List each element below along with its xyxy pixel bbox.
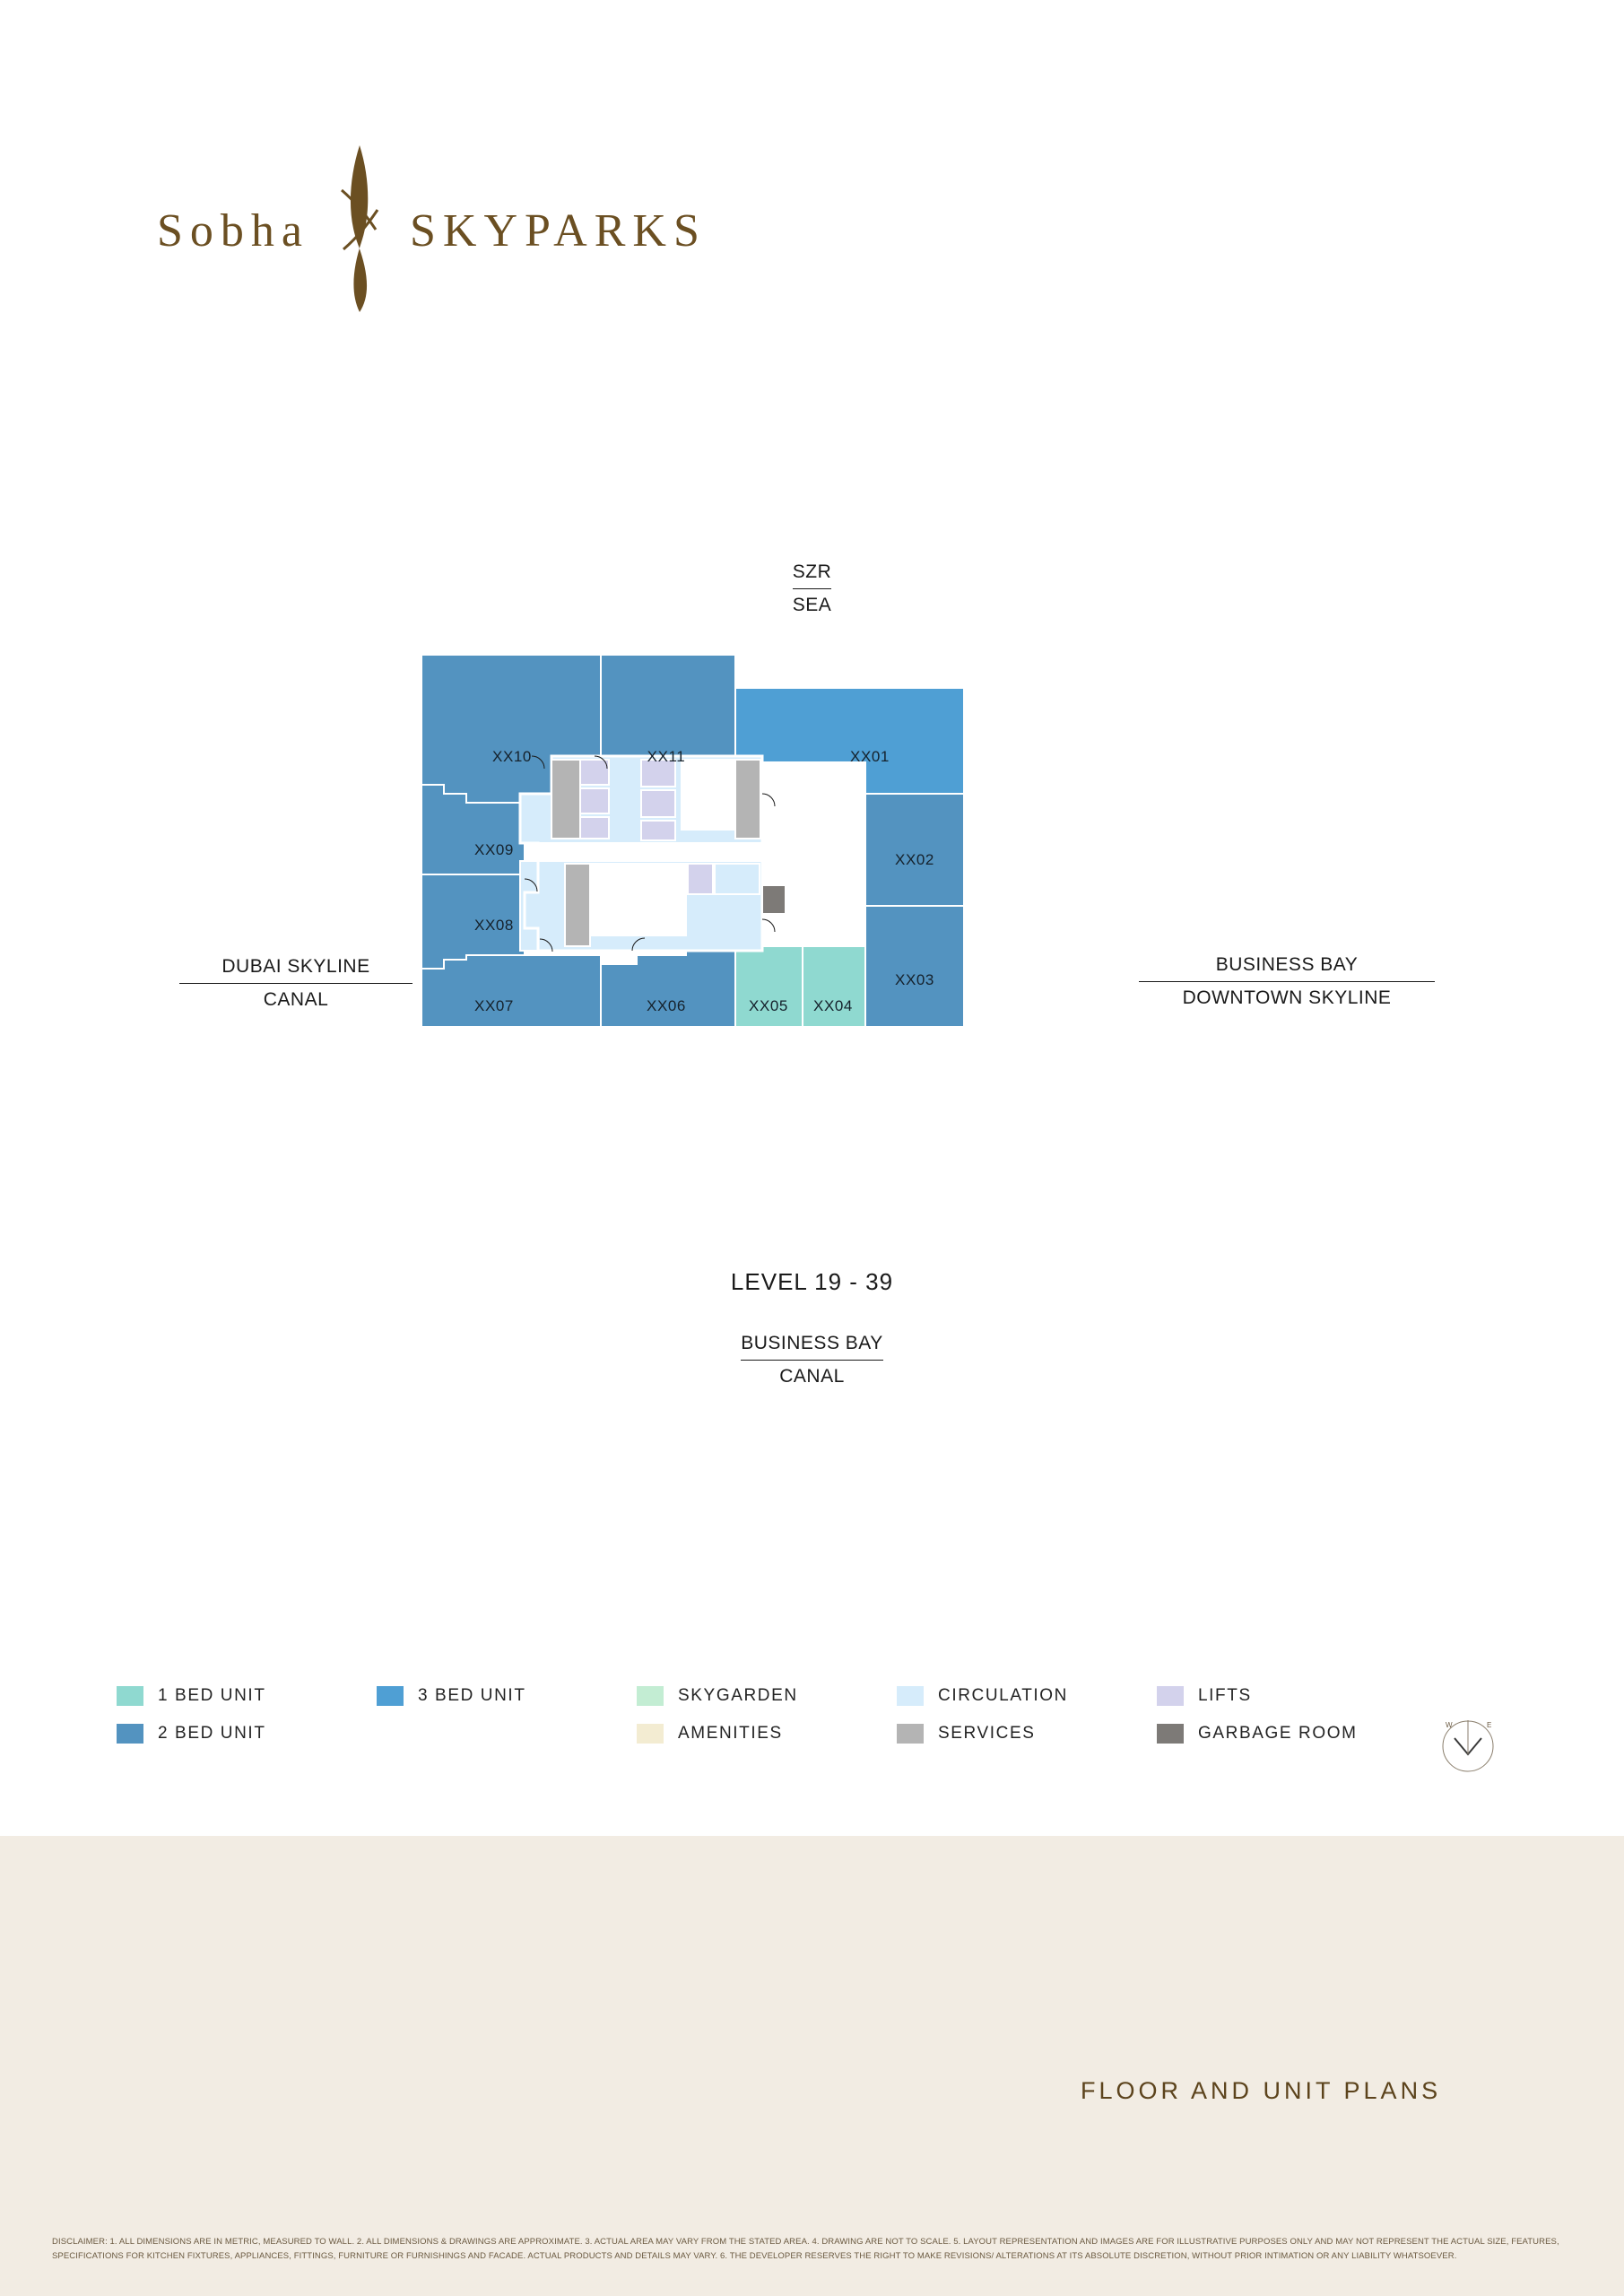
footer-band [0, 1836, 1624, 2296]
unit-label-XX06: XX06 [647, 997, 686, 1014]
unit-label-XX09: XX09 [474, 841, 514, 858]
door-arc-3 [762, 794, 775, 806]
services-block-upper-left [551, 760, 580, 839]
legend-item-garbage-room [1157, 1724, 1417, 1744]
legend-swatch-services [897, 1724, 924, 1744]
unit-shape-XX04 [803, 946, 865, 1027]
unit-shape-XX01 [735, 688, 964, 794]
legend-swatch-lifts [1157, 1686, 1184, 1706]
legend-swatch-3-bed [377, 1686, 404, 1706]
unit-label-XX07: XX07 [474, 997, 514, 1014]
legend-label-garbage-room: GARBAGE ROOM [1198, 1724, 1358, 1743]
legend-item-1-bed [117, 1686, 377, 1706]
legend-label-3-bed: 3 BED UNIT [418, 1686, 526, 1705]
footer-title: FLOOR AND UNIT PLANS [1081, 2077, 1442, 2104]
legend-swatch-garbage-room [1157, 1724, 1184, 1744]
legend-label-2-bed: 2 BED UNIT [158, 1724, 266, 1743]
floor-plan-drawing [417, 650, 1125, 1233]
legend-item-amenities [637, 1724, 897, 1744]
level-title: LEVEL 19 - 39 [730, 1268, 894, 1295]
lift-upper-right-3 [641, 821, 675, 840]
brand-logo [157, 144, 707, 318]
legend-item-services [897, 1724, 1157, 1744]
door-arc-4 [762, 919, 775, 932]
legend-label-amenities: AMENITIES [678, 1724, 783, 1743]
unit-label-XX05: XX05 [749, 997, 788, 1014]
lift-upper-left-2 [580, 788, 609, 813]
unit-shape-XX07 [421, 955, 601, 1027]
orientation-top-line2: SEA [792, 595, 832, 615]
brand-mark-icon [334, 144, 385, 318]
lift-upper-right-2 [641, 790, 675, 817]
orientation-left-line1: DUBAI SKYLINE [179, 951, 413, 984]
legend-label-1-bed: 1 BED UNIT [158, 1686, 266, 1705]
lift-lower-1 [688, 864, 713, 894]
unit-label-XX02: XX02 [895, 851, 934, 868]
disclaimer-text: DISCLAIMER: 1. ALL DIMENSIONS ARE IN METRIC, MEASURED TO WALL. 2. ALL DIMENSIONS & DRAWINGS ARE APPROXIMATE. 3. ACTUAL AREA MAY VARY FROM THE STATED AREA. 4. DRAWING ARE NOT TO SCALE. 5. LAYOUT REPRESENTATION AND IMAGES ARE FOR ILLUSTRATIVE PURPOSES ONLY AND MAY NOT REPRESENT THE ACTUAL SIZE, FEATURES, SPECIFICATIONS FOR KITCHEN FIXTURES, APPLIANCES, FITTINGS, FURNITURE OR FURNISHINGS AND FACADE. ACTUAL PRODUCTS AND DETAILS MAY VARY. 6. THE DEVELOPER RESERVES THE RIGHT TO MAKE REVISIONS/ ALTERATIONS AT ITS ABSOLUTE DISCRETION, WITHOUT PRIOR INTIMATION OR ANY LIABILITY WHATSOEVER. [52, 2237, 1559, 2261]
orientation-label-right [1139, 949, 1435, 1014]
legend-swatch-amenities [637, 1724, 664, 1744]
orientation-label-top [0, 556, 1624, 622]
compass-label-west: W [1446, 1721, 1453, 1729]
unit-shape-XX02 [865, 794, 964, 906]
legend-swatch-2-bed [117, 1724, 143, 1744]
core-stair-lower [715, 864, 760, 894]
unit-label-XX03: XX03 [895, 971, 934, 988]
legend-row-1 [117, 1686, 1515, 1706]
legend-item-circulation [897, 1686, 1157, 1706]
unit-shape-XX03 [865, 906, 964, 1027]
legend [117, 1686, 1515, 1761]
orientation-top-line1: SZR [793, 556, 832, 589]
unit-label-XX08: XX08 [474, 917, 514, 934]
compass-icon [1435, 1713, 1501, 1779]
orientation-bottom-line2: CANAL [779, 1366, 845, 1387]
legend-row-2 [117, 1724, 1515, 1744]
brand-word-sobha: Sobha [157, 205, 309, 257]
core-void-upper [682, 760, 737, 830]
orientation-right-line1: BUSINESS BAY [1139, 949, 1435, 982]
lift-upper-left-1 [580, 760, 609, 785]
unit-shape-XX06 [601, 946, 735, 1027]
brand-word-skyparks: SKYPARKS [410, 205, 707, 257]
unit-label-XX01: XX01 [850, 748, 890, 765]
orientation-bottom-line1: BUSINESS BAY [741, 1327, 883, 1361]
legend-label-lifts: LIFTS [1198, 1686, 1252, 1705]
legend-item-lifts [1157, 1686, 1417, 1706]
core-void-lower [592, 864, 686, 935]
unit-label-XX10: XX10 [492, 748, 532, 765]
legend-swatch-circulation [897, 1686, 924, 1706]
orientation-label-bottom [0, 1327, 1624, 1393]
services-block-lower-left [565, 864, 590, 946]
services-block-upper-right [735, 760, 760, 839]
unit-label-XX04: XX04 [813, 997, 853, 1014]
garbage-room [762, 885, 786, 914]
orientation-right-line2: DOWNTOWN SKYLINE [1182, 987, 1392, 1008]
legend-item-3-bed [377, 1686, 637, 1706]
compass-label-east: E [1487, 1721, 1492, 1729]
unit-label-XX11: XX11 [647, 748, 686, 765]
legend-label-skygarden: SKYGARDEN [678, 1686, 798, 1705]
legend-item-skygarden [637, 1686, 897, 1706]
legend-swatch-1-bed [117, 1686, 143, 1706]
legend-swatch-skygarden [637, 1686, 664, 1706]
unit-shape-XX11 [601, 655, 735, 762]
lift-upper-left-3 [580, 817, 609, 839]
orientation-label-left [179, 951, 413, 1016]
legend-label-services: SERVICES [938, 1724, 1036, 1743]
legend-label-circulation: CIRCULATION [938, 1686, 1068, 1705]
legend-item-2-bed [117, 1724, 377, 1744]
orientation-left-line2: CANAL [263, 989, 329, 1010]
unit-shape-XX05 [735, 946, 803, 1027]
